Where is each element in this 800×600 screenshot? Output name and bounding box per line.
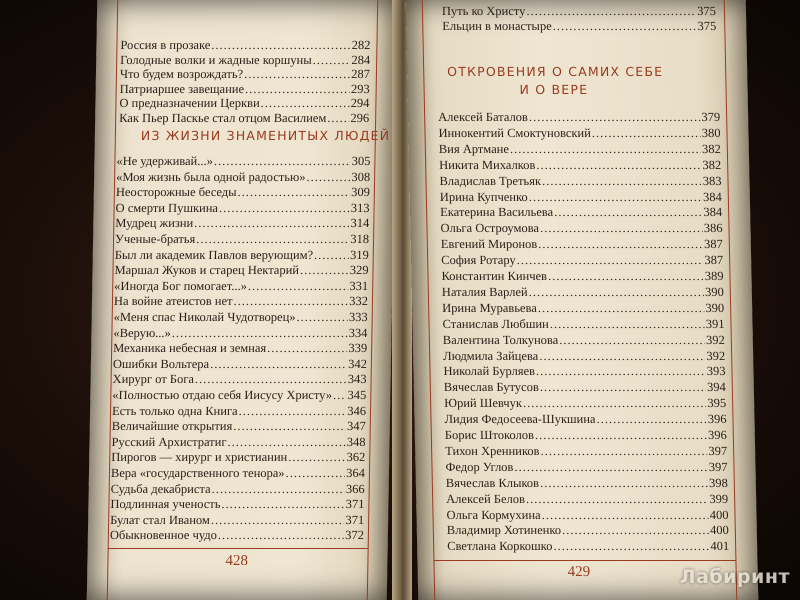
- toc-entry-title: «Полностью отдаю себя Иисусу Христу»: [112, 388, 333, 402]
- dot-leader: [314, 248, 349, 263]
- toc-entry: [439, 142, 721, 157]
- dot-leader: [261, 96, 350, 111]
- toc-entry: [440, 190, 722, 205]
- toc-entry-title: Обыкновенное чудо: [109, 528, 218, 543]
- dot-leader: [517, 253, 704, 268]
- toc-entry-title: Неосторожные беседы: [115, 185, 237, 200]
- toc-entry-page: 308: [351, 169, 371, 184]
- toc-entry-page: 391: [705, 316, 725, 331]
- toc-entry-title: На войне атеистов нет: [113, 294, 233, 309]
- toc-entry-page: 372: [345, 528, 365, 543]
- toc-entry: [116, 170, 370, 185]
- dot-leader: [536, 364, 706, 379]
- toc-entry: [112, 419, 366, 434]
- toc-entry-page: 392: [706, 348, 726, 363]
- dot-leader: [195, 372, 347, 387]
- toc-entry: [113, 357, 367, 372]
- toc-entry-title: Маршал Жуков и старец Нектарий: [114, 263, 300, 278]
- toc-entry: [447, 539, 729, 554]
- toc-entry: [116, 185, 370, 200]
- toc-entry-title: София Ротару: [441, 253, 516, 268]
- toc-entry-title: Был ли академик Павлов верующим?: [114, 247, 314, 262]
- toc-entry: [442, 301, 724, 316]
- toc-entry-title: Ошибки Вольтера: [112, 356, 210, 371]
- dot-leader: [538, 237, 703, 252]
- dot-leader: [327, 111, 349, 126]
- toc-entry-title: Ученые-братья: [114, 232, 196, 246]
- toc-entry: [439, 158, 721, 173]
- toc-entry-page: 319: [349, 247, 369, 262]
- toc-entry-page: 387: [703, 237, 723, 252]
- bottom-frame-line: [433, 560, 736, 561]
- dot-leader: [540, 380, 707, 395]
- dot-leader: [542, 174, 702, 189]
- toc-entry: [120, 38, 370, 53]
- toc-entry-title: Людмила Зайцева: [443, 348, 539, 363]
- toc-entry-title: Алексей Баталов: [438, 110, 529, 124]
- toc-entry-page: 371: [345, 512, 365, 527]
- toc-entry-title: Патриаршее завещание: [119, 81, 245, 96]
- dot-leader: [539, 349, 705, 364]
- toc-entry: [115, 201, 369, 216]
- toc-entry-title: «Не удерживай...»: [116, 154, 214, 168]
- dot-leader: [523, 396, 707, 411]
- toc-entry-title: Константин Кинчев: [441, 269, 548, 283]
- dot-leader: [333, 388, 347, 403]
- toc-entry: [115, 216, 369, 231]
- toc-entry-page: 347: [346, 419, 366, 434]
- page-number: 428: [225, 553, 249, 569]
- toc-entry-title: Тихон Хренников: [445, 443, 540, 458]
- dot-leader: [553, 19, 697, 34]
- toc-entry-page: 392: [705, 332, 725, 347]
- toc-entry-title: Федор Углов: [445, 459, 514, 474]
- toc-entry-page: 318: [350, 232, 370, 246]
- dot-leader: [194, 216, 350, 231]
- toc-entry-page: 386: [703, 221, 723, 236]
- dot-leader: [212, 482, 346, 497]
- toc-entry-page: 397: [708, 459, 728, 474]
- dot-leader: [172, 326, 348, 341]
- toc-entry-title: Ельцин в монастыре: [442, 18, 552, 33]
- toc-entry-page: 396: [707, 428, 727, 442]
- dot-leader: [233, 294, 348, 309]
- toc-entry: [110, 528, 364, 543]
- dot-leader: [219, 201, 350, 216]
- toc-entry-page: 382: [702, 157, 722, 172]
- toc-entry: [438, 110, 720, 125]
- toc-entry-title: Механика небесная и земная: [113, 341, 267, 356]
- toc-entry: [447, 523, 729, 538]
- toc-entry-title: Хирург от Бога: [112, 372, 195, 387]
- toc-entry-title: Вячеслав Клыков: [445, 475, 540, 490]
- toc-entry: [115, 232, 369, 247]
- dot-leader: [536, 158, 701, 173]
- toc-entry-title: «Меня спас Николай Чудотворец»: [113, 310, 296, 324]
- dot-leader: [562, 523, 709, 538]
- toc-entry-page: 400: [709, 507, 729, 522]
- toc-entry-title: Вера «государственного тенора»: [110, 466, 285, 480]
- page-number: 429: [567, 564, 591, 580]
- toc-entry-page: 384: [702, 189, 722, 204]
- dot-leader: [529, 190, 703, 205]
- dot-leader: [550, 317, 705, 332]
- toc-entry-title: Ирина Купченко: [439, 189, 528, 204]
- toc-entry-title: О смерти Пушкина: [115, 200, 219, 215]
- toc-entry-page: 343: [347, 372, 367, 387]
- toc-entry-title: Россия в прозаке: [120, 38, 211, 52]
- toc-entry-page: 294: [350, 96, 370, 110]
- toc-entry: [441, 237, 723, 252]
- dot-leader: [300, 263, 349, 278]
- toc-entry-title: Владимир Хотиненко: [446, 523, 562, 538]
- dot-leader: [514, 460, 708, 475]
- dot-leader: [244, 67, 350, 82]
- toc-entry-page: 390: [705, 300, 725, 315]
- dot-leader: [526, 4, 696, 19]
- toc-entry-page: 362: [346, 450, 366, 465]
- toc-entry: [111, 450, 365, 465]
- toc-entry: [444, 412, 726, 427]
- toc-entry-page: 397: [708, 443, 728, 458]
- dot-leader: [245, 82, 350, 97]
- section-title: ИЗ ЖИЗНИ ЗНАМЕНИТЫХ ЛЮДЕЙ: [140, 128, 391, 143]
- toc-entry: [114, 310, 368, 325]
- dot-leader: [196, 232, 349, 247]
- toc-entry: [113, 326, 367, 341]
- toc-entry-page: 398: [708, 475, 728, 490]
- toc-entry-page: 383: [702, 173, 722, 188]
- left-frame-line: [422, 0, 436, 600]
- dot-leader: [535, 428, 707, 443]
- toc-entry-title: «Иногда Бог помогает...»: [114, 278, 248, 293]
- toc-entry-title: Владислав Третьяк: [439, 173, 542, 188]
- toc-entry: [438, 126, 720, 141]
- toc-entry: [110, 497, 364, 512]
- toc-entry-page: 399: [709, 491, 729, 506]
- toc-entry-title: Алексей Белов: [446, 491, 526, 506]
- toc-entry-title: Ольга Остроумова: [440, 221, 540, 236]
- right-page: [406, 0, 759, 600]
- toc-entry: [440, 221, 722, 236]
- toc-entry: [441, 253, 723, 268]
- toc-entry-title: Станислав Любшин: [442, 316, 549, 331]
- toc-entry: [120, 82, 370, 97]
- toc-entry-page: 382: [701, 141, 721, 156]
- toc-entry-title: Борис Штоколов: [444, 428, 535, 442]
- labirint-logo: Лабиринт: [679, 566, 790, 588]
- toc-entry-page: 333: [348, 310, 368, 324]
- dot-leader: [313, 53, 351, 68]
- toc-entry-page: 390: [704, 284, 724, 299]
- dot-leader: [538, 301, 705, 316]
- toc-entry: [442, 19, 716, 34]
- toc-entry: [112, 404, 366, 419]
- toc-entry: [114, 294, 368, 309]
- toc-entry-page: 387: [704, 253, 724, 268]
- toc-entry-page: 309: [351, 185, 371, 200]
- toc-entry-page: 366: [345, 481, 365, 496]
- dot-leader: [210, 357, 347, 372]
- toc-entry: [440, 205, 722, 220]
- toc-entry-title: Путь ко Христу: [441, 4, 526, 18]
- dot-leader: [233, 419, 346, 434]
- section-title-line2: И О ВЕРЕ: [519, 82, 589, 97]
- toc-entry-title: Николай Бурляев: [443, 364, 536, 379]
- dot-leader: [248, 279, 349, 294]
- toc-entry: [442, 285, 724, 300]
- toc-entry-page: 287: [351, 67, 371, 81]
- toc-entry-page: 375: [697, 18, 717, 33]
- toc-entry-title: Величайшие открытия: [111, 419, 233, 434]
- toc-entry-page: 380: [701, 125, 721, 140]
- toc-entry-page: 296: [350, 110, 370, 125]
- dot-leader: [211, 38, 351, 53]
- toc-entry-title: Светлана Коркошко: [447, 539, 553, 554]
- toc-entry-title: Иннокентий Смоктуновский: [438, 125, 591, 140]
- dot-leader: [267, 341, 347, 356]
- toc-entry-page: 331: [349, 278, 369, 293]
- toc-entry-page: 293: [350, 81, 370, 96]
- left-page: [87, 0, 397, 600]
- toc-entry-title: Что будем возрождать?: [119, 67, 244, 81]
- dot-leader: [211, 513, 345, 528]
- toc-entry: [115, 248, 369, 263]
- dot-leader: [218, 528, 345, 543]
- toc-entry-page: 401: [710, 539, 730, 554]
- dot-leader: [540, 221, 703, 236]
- toc-entry: [445, 428, 727, 443]
- toc-entry-page: 339: [348, 341, 368, 356]
- toc-entry-title: Судьба декабриста: [110, 481, 211, 496]
- dot-leader: [237, 185, 350, 200]
- toc-entry: [110, 513, 364, 528]
- toc-entry-title: «Моя жизнь была одной радостью»: [116, 169, 306, 184]
- dot-leader: [553, 539, 709, 554]
- toc-entry: [444, 396, 726, 411]
- toc-entry: [114, 263, 368, 278]
- dot-leader: [528, 285, 704, 300]
- toc-entry-title: Вия Артмане: [438, 141, 510, 156]
- dot-leader: [239, 404, 347, 419]
- dot-leader: [227, 435, 345, 450]
- toc-entry-page: 384: [703, 205, 723, 220]
- toc-entry-title: Булат стал Иваном: [110, 512, 211, 527]
- toc-entry-title: Подлинная ученость: [110, 497, 221, 512]
- toc-entry: [445, 460, 727, 475]
- toc-entry-page: 346: [347, 403, 367, 418]
- dot-leader: [540, 444, 707, 459]
- toc-entry-page: 284: [351, 52, 371, 67]
- toc-entry: [113, 341, 367, 356]
- toc-entry: [120, 67, 370, 82]
- dot-leader: [548, 269, 704, 284]
- dot-leader: [592, 126, 701, 141]
- dot-leader: [596, 412, 707, 427]
- toc-entry-page: 348: [346, 434, 366, 449]
- toc-entry: [445, 444, 727, 459]
- toc-entry: [119, 96, 369, 111]
- toc-entry: [112, 388, 366, 403]
- toc-entry-page: 334: [348, 325, 368, 340]
- toc-entry-page: 342: [348, 356, 368, 371]
- toc-entry-title: Мудрец жизни: [115, 216, 194, 231]
- dot-leader: [510, 142, 701, 157]
- dot-leader: [541, 508, 708, 523]
- toc-entry: [111, 466, 365, 481]
- toc-entry: [119, 111, 369, 126]
- toc-entry-page: 329: [349, 263, 369, 278]
- toc-entry-page: 396: [707, 412, 727, 427]
- toc-entry-title: Вячеслав Бутусов: [443, 380, 539, 395]
- dot-leader: [540, 476, 708, 491]
- toc-entry-title: Евгений Миронов: [440, 237, 538, 252]
- dot-leader: [306, 170, 350, 185]
- toc-entry-page: 400: [709, 523, 729, 538]
- toc-entry-page: 371: [345, 497, 365, 512]
- toc-entry-page: 389: [704, 269, 724, 283]
- toc-entry-title: О предназначении Церкви: [119, 96, 260, 110]
- dot-leader: [559, 333, 705, 348]
- toc-entry: [116, 154, 370, 169]
- toc-entry-page: 313: [350, 200, 370, 215]
- toc-entry: [446, 492, 728, 507]
- toc-entry-title: Как Пьер Паскье стал отцом Василием: [119, 110, 327, 125]
- toc-entry: [120, 53, 370, 68]
- toc-entry: [443, 349, 725, 364]
- toc-entry-page: 364: [346, 466, 366, 480]
- toc-entry-page: 345: [347, 388, 367, 402]
- toc-entry-title: Никита Михалков: [439, 157, 536, 172]
- toc-entry-title: «Верую...»: [113, 325, 171, 340]
- toc-entry-page: 305: [351, 154, 371, 168]
- toc-entry-title: Ольга Кормухина: [446, 507, 541, 522]
- dot-leader: [214, 154, 351, 169]
- toc-entry: [439, 174, 721, 189]
- toc-entry: [444, 380, 726, 395]
- toc-entry-title: Екатерина Васильева: [440, 205, 554, 220]
- toc-entry: [446, 476, 728, 491]
- toc-entry-page: 375: [697, 4, 717, 18]
- toc-entry-title: Пирогов — хирург и христианин: [111, 450, 288, 465]
- dot-leader: [285, 466, 345, 481]
- toc-entry: [111, 435, 365, 450]
- toc-entry-title: Наталия Варлей: [441, 284, 528, 299]
- toc-entry: [442, 317, 724, 332]
- toc-entry-title: Ирина Муравьева: [442, 300, 537, 315]
- dot-leader: [529, 110, 701, 125]
- toc-entry-title: Голодные волки и жадные коршуны: [120, 52, 312, 67]
- toc-entry: [114, 279, 368, 294]
- toc-entry-page: 332: [349, 294, 369, 309]
- dot-leader: [296, 310, 348, 325]
- dot-leader: [288, 450, 345, 465]
- toc-entry-title: Лидия Федосеева-Шукшина: [444, 412, 596, 427]
- toc-entry: [443, 333, 725, 348]
- toc-entry-page: 314: [350, 216, 370, 231]
- dot-leader: [221, 497, 344, 512]
- toc-entry-page: 282: [351, 38, 371, 52]
- section-title-line1: ОТКРОВЕНИЯ О САМИХ СЕБЕ: [447, 64, 664, 79]
- toc-entry-title: Русский Архистратиг: [111, 434, 227, 449]
- toc-entry-page: 379: [701, 110, 721, 124]
- toc-entry: [443, 364, 725, 379]
- toc-entry: [442, 4, 716, 19]
- toc-entry: [112, 372, 366, 387]
- toc-entry: [446, 508, 728, 523]
- toc-entry-title: Есть только одна Книга: [111, 403, 238, 418]
- dot-leader: [526, 492, 709, 507]
- toc-entry: [441, 269, 723, 284]
- toc-entry-title: Юрий Шевчук: [444, 396, 523, 411]
- toc-entry-page: 393: [706, 364, 726, 379]
- toc-entry-page: 394: [706, 380, 726, 395]
- toc-entry: [111, 482, 365, 497]
- bottom-frame-line: [108, 548, 369, 549]
- toc-entry-page: 395: [707, 396, 727, 411]
- dot-leader: [554, 205, 703, 220]
- toc-entry-title: Валентина Толкунова: [442, 332, 559, 347]
